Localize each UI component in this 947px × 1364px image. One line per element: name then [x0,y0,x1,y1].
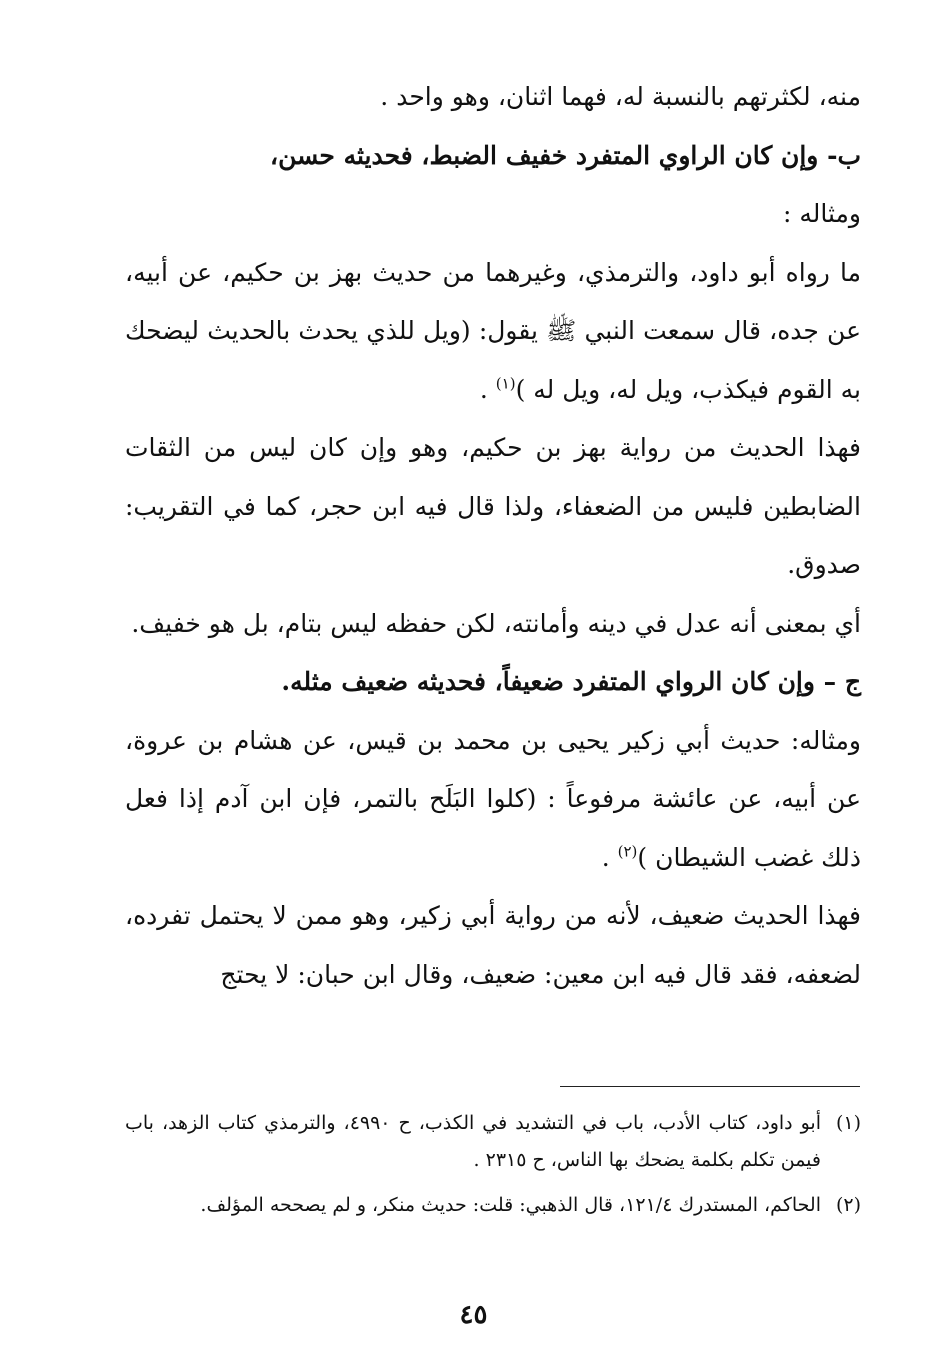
hadith-zukair-tail: . [601,842,618,872]
footnote-text: الحاكم، المستدرك ١٢١/٤، قال الذهبي: قلت: حديث منكر، و لم يصححه المؤلف. [200,1194,821,1216]
footnote-ref-2[interactable]: (٢) [617,842,638,861]
footnote-number: (٢) [835,1194,861,1216]
section-heading-c: ج – وإن كان الرواي المتفرد ضعيفاً، فحديثه ضعيف مثله. [281,667,861,696]
paragraph-hadith-bahz [125,244,861,420]
footnotes [125,1105,861,1232]
hadith-zukair-text: ومثاله: حديث أبي زكير يحيى بن محمد بن قيس، عن هشام بن عروة، عن أبيه، عن عائشة مرفوعاً : (كلوا البَلَح بالتمر، فإن ابن آدم إذا فعل ذلك غضب الشيطان ) [125,725,861,872]
page-number: ٤٥ [459,1300,488,1330]
hadith-bahz-text: ما رواه أبو داود، والترمذي، وغيرهما من حديث بهز بن حكيم، عن أبيه، عن جده، قال سمعت النبي ﷺ يقول: (ويل للذي يحدث بالحديث ليضحك به القوم فيكذب، ويل له، ويل له ) [125,257,861,404]
footnote-number: (١) [835,1112,861,1134]
paragraph-meaning: أي بمعنى أنه عدل في دينه وأمانته، لكن حفظه ليس بتام، بل هو خفيف. [131,608,861,638]
paragraph-zukair-commentary: فهذا الحديث ضعيف، لأنه من رواية أبي زكير، وهو ممن لا يحتمل تفرده، لضعفه، فقد قال فيه ابن معين: ضعيف، وقال ابن حبان: لا يحتج [125,901,861,989]
footnote-ref-1[interactable]: (١) [495,374,516,393]
main-text [125,68,861,1004]
footnote-1 [125,1105,861,1179]
paragraph-continuation: منه، لكثرتهم بالنسبة له، فهما اثنان، وهو واحد . [380,82,861,111]
paragraph-hadith-zukair [125,712,861,888]
paragraph-example-label: ومثاله : [782,199,861,228]
footnote-2 [125,1187,861,1224]
section-heading-b: ب- وإن كان الراوي المتفرد خفيف الضبط، فحديثه حسن، [270,140,861,170]
paragraph-bahz-commentary: فهذا الحديث من رواية بهز بن حكيم، وهو وإن كان ليس من الثقات الضابطين فليس من الضعفاء، ولذا قال فيه ابن حجر، كما في التقريب: صدوق. [125,433,861,579]
footnote-text: أبو داود، كتاب الأدب، باب في التشديد في الكذب، ح ٤٩٩٠، والترمذي كتاب الزهد، باب فيمن تكلم بكلمة يضحك بها الناس، ح ٢٣١٥ . [125,1112,821,1171]
footnote-divider [560,1086,860,1087]
hadith-bahz-tail: . [479,374,496,404]
